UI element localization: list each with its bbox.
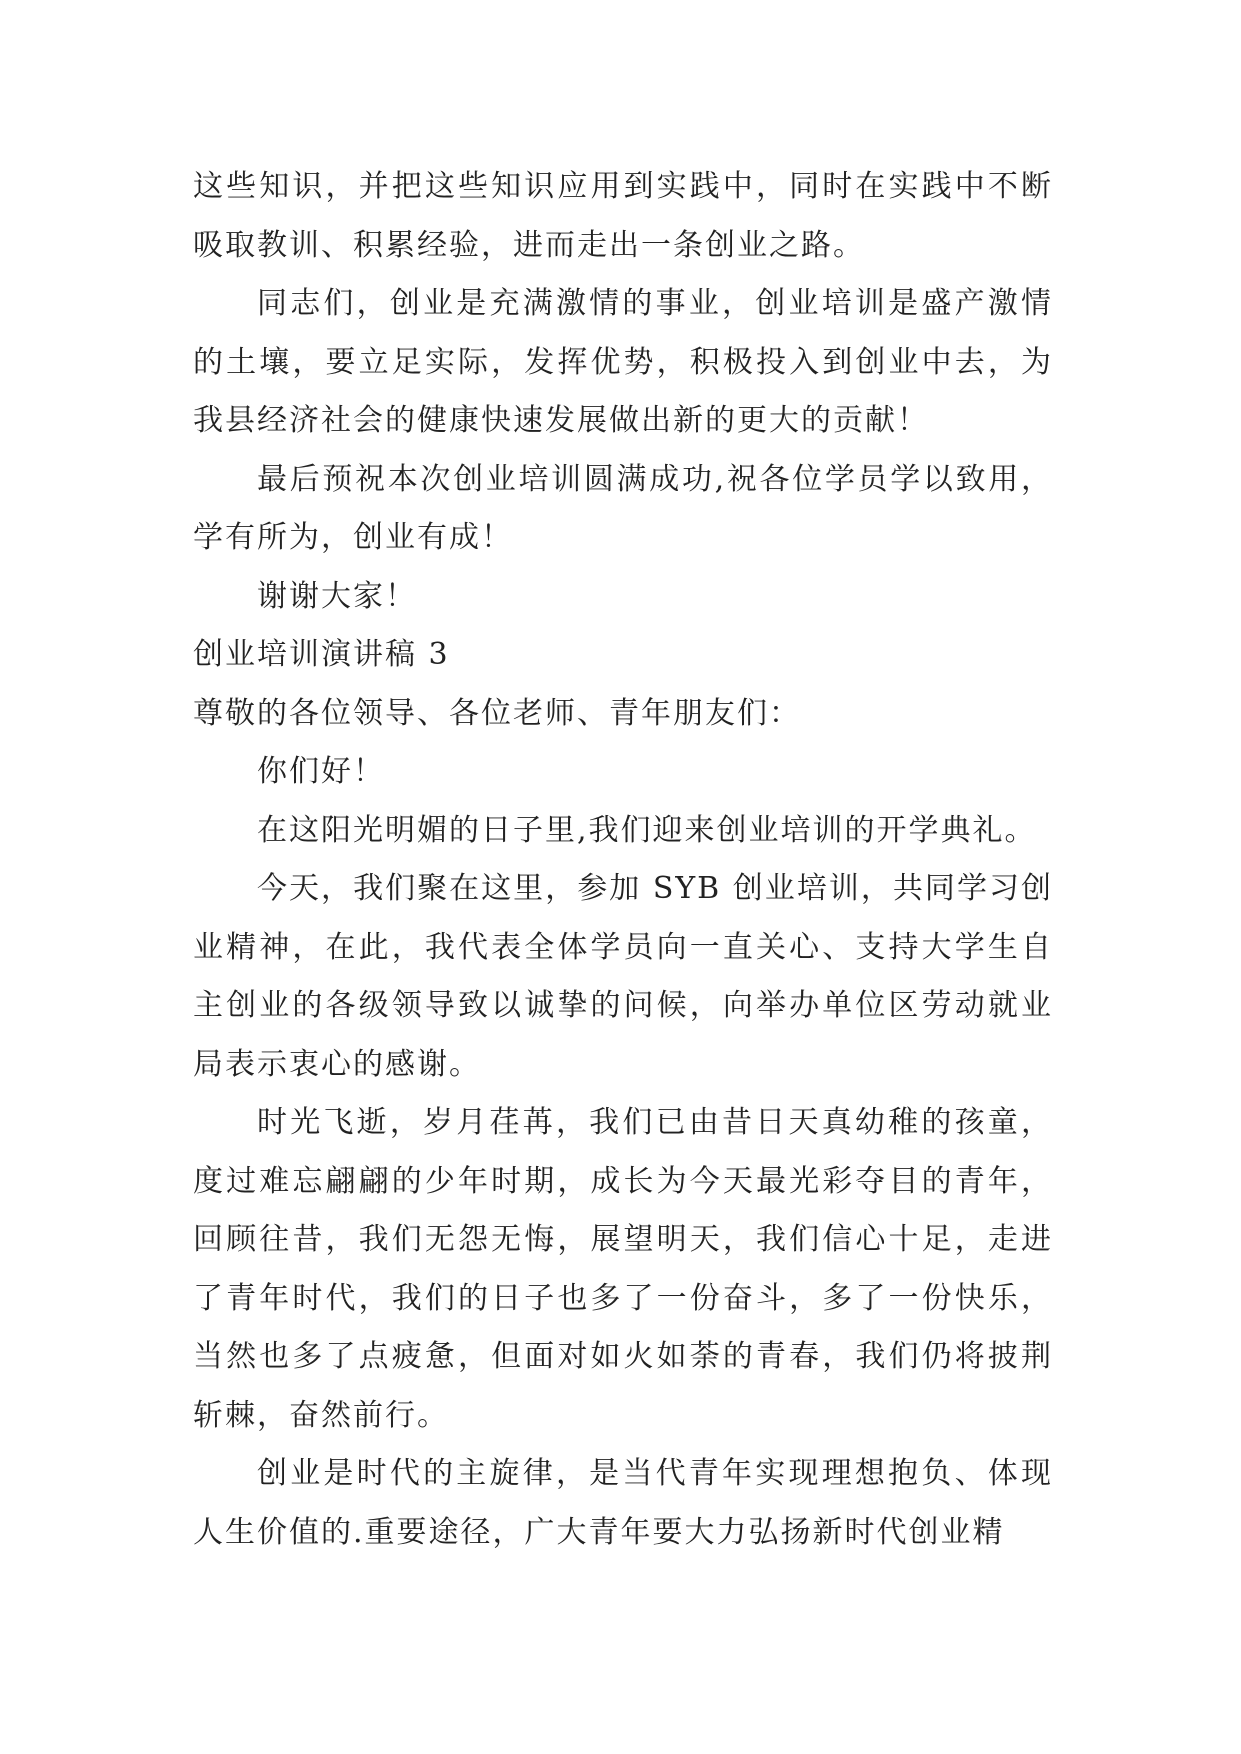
- paragraph-9: 今天，我们聚在这里，参加 SYB 创业培训，共同学习创业精神，在此，我代表全体学员向一直关心、支持大学生自主创业的各级领导致以诚挚的问候，向举办单位区劳动就业局表示衷心的感谢。: [193, 871, 1053, 1082]
- paragraph-1: 这些知识，并把这些知识应用到实践中，同时在实践中不断吸取教训、积累经验，进而走出一条创业之路。: [193, 169, 1053, 263]
- paragraph-3: 最后预祝本次创业培训圆满成功,祝各位学员学以致用，学有所为，创业有成！: [193, 461, 1053, 555]
- greeting: 你们好！: [257, 754, 385, 789]
- paragraph-2: 同志们，创业是充满激情的事业，创业培训是盛产激情的土壤，要立足实际，发挥优势，积极投入到创业中去，为我县经济社会的健康快速发展做出新的更大的贡献！: [193, 286, 1053, 438]
- document-body: [193, 158, 1053, 1562]
- paragraph-8: 在这阳光明媚的日子里,我们迎来创业培训的开学典礼。: [257, 812, 1037, 848]
- paragraph-10: 时光飞逝，岁月荏苒，我们已由昔日天真幼稚的孩童，度过难忘翩翩的少年时期，成长为今天最光彩夺目的青年，回顾往昔，我们无怨无悔，展望明天，我们信心十足，走进了青年时代，我们的日子也多了一份奋斗，多了一份快乐，当然也多了点疲惫，但面对如火如荼的青春，我们仍将披荆斩棘，奋然前行。: [193, 1105, 1053, 1433]
- paragraph-4: 谢谢大家！: [257, 578, 417, 614]
- section-heading: 创业培训演讲稿 3: [193, 637, 450, 672]
- salutation: 尊敬的各位领导、各位老师、青年朋友们：: [193, 695, 801, 731]
- paragraph-11: 创业是时代的主旋律，是当代青年实现理想抱负、体现人生价值的.重要途径，广大青年要大力弘扬新时代创业精: [193, 1456, 1053, 1550]
